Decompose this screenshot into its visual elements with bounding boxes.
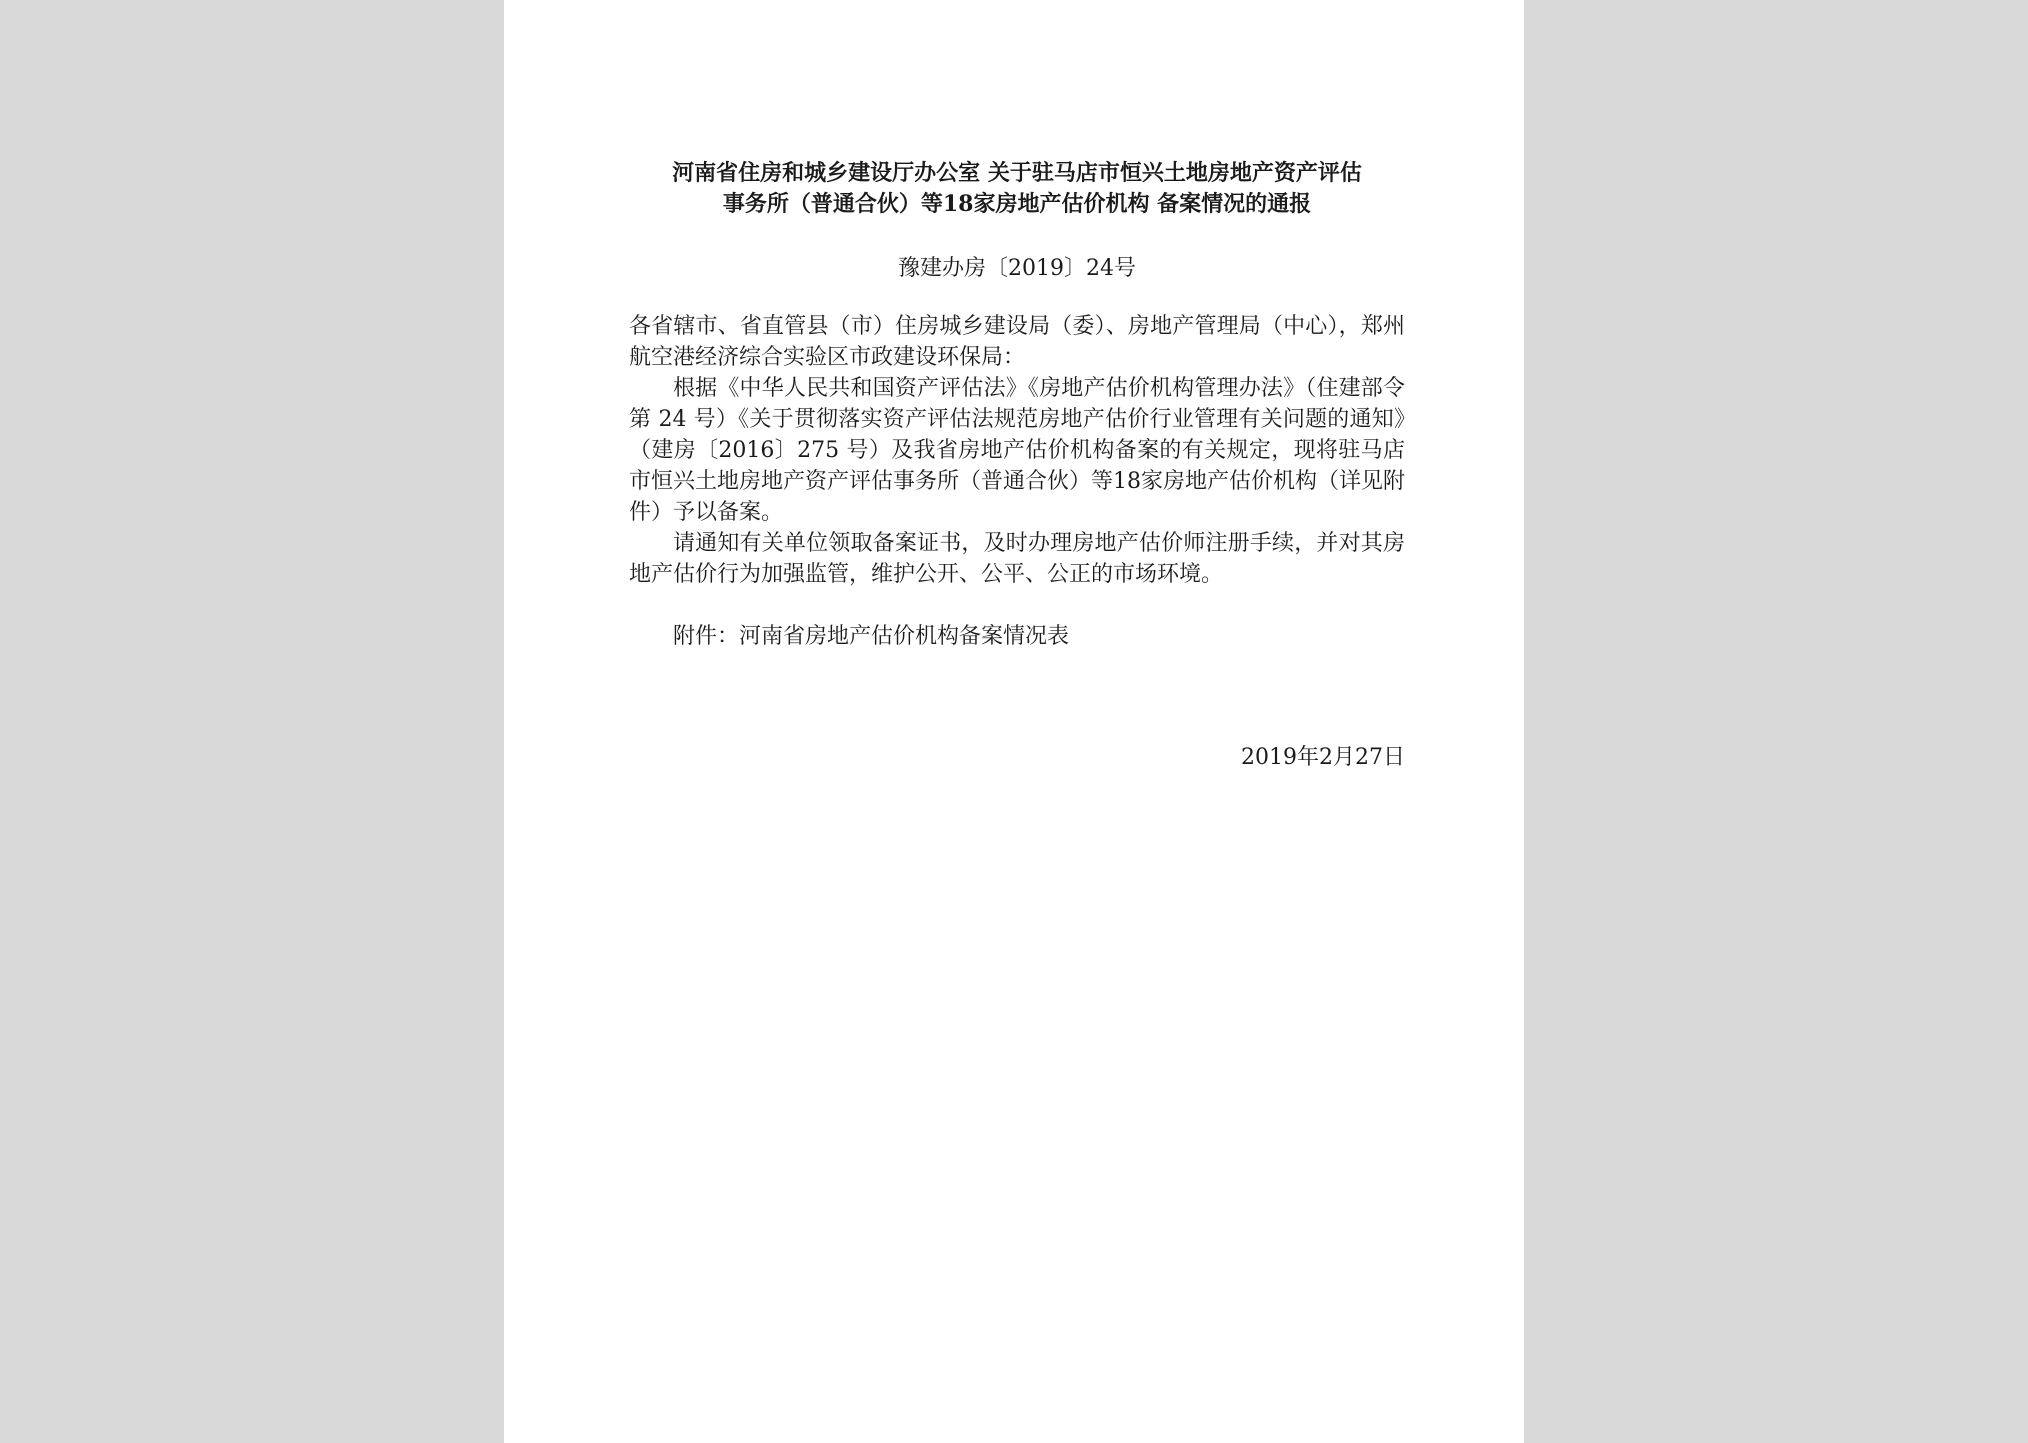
issue-date: 2019年2月27日 bbox=[1241, 745, 1405, 770]
document-number: 豫建办房〔2019〕24号 bbox=[898, 256, 1136, 281]
title-line-2: 事务所（普通合伙）等18家房地产估价机构 备案情况的通报 bbox=[722, 191, 1312, 217]
addressee: 各省辖市、省直管县（市）住房城乡建设局（委）、房地产管理局（中心），郑州航空港经济综合实验区市政建设环保局： bbox=[629, 314, 1405, 370]
document-title bbox=[629, 158, 1405, 220]
document-page bbox=[504, 0, 1524, 1443]
paragraph-2: 请通知有关单位领取备案证书，及时办理房地产估价师注册手续，并对其房地产估价行为加强监管，维护公开、公平、公正的市场环境。 bbox=[629, 531, 1405, 587]
page-content bbox=[629, 158, 1405, 773]
title-line-1: 河南省住房和城乡建设厅办公室 关于驻马店市恒兴土地房地产资产评估 bbox=[672, 160, 1362, 186]
attachment-line: 附件：河南省房地产估价机构备案情况表 bbox=[673, 624, 1070, 649]
paragraph-1: 根据《中华人民共和国资产评估法》《房地产估价机构管理办法》（住建部令第 24 号）《关于贯彻落实资产评估法规范房地产估价行业管理有关问题的通知》（建房〔2016〕275 号）及我省房地产估价机构备案的有关规定，现将驻马店市恒兴土地房地产资产评估事务所（普通合伙）等18家房地产估价机构（详见附件）予以备案。 bbox=[629, 376, 1405, 525]
document-body bbox=[629, 311, 1405, 590]
